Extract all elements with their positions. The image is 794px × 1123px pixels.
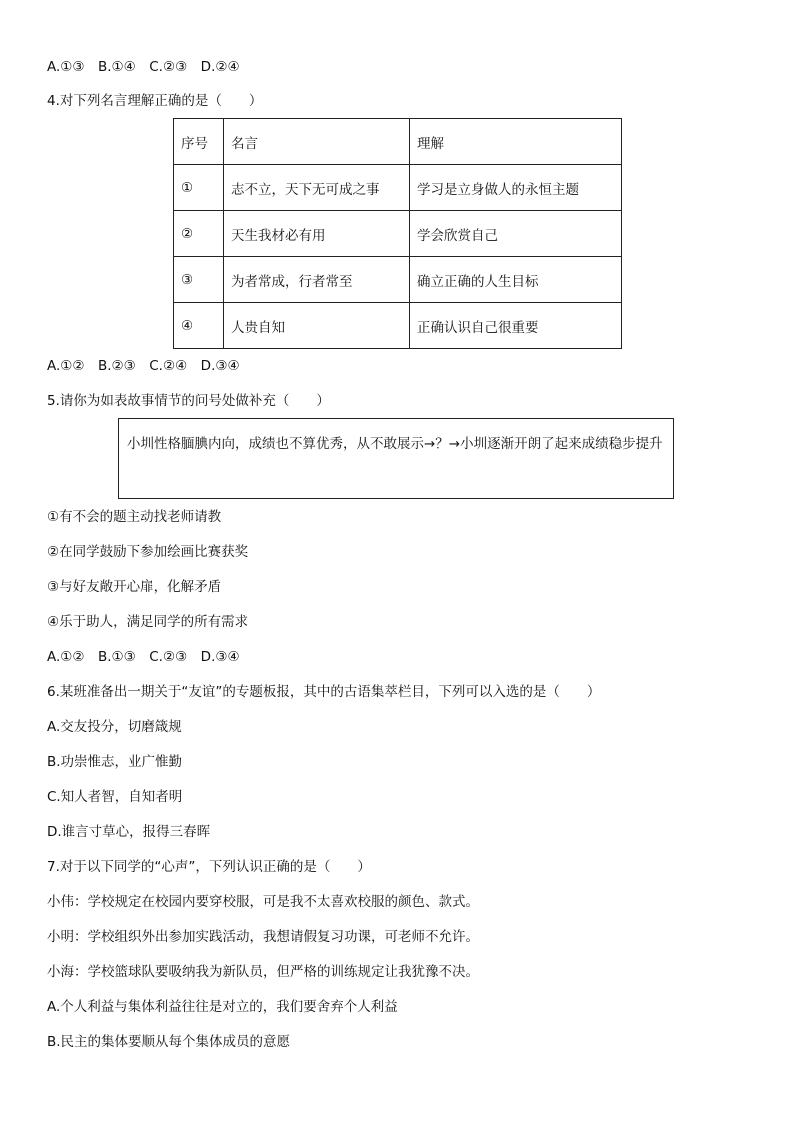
- q7-stem: 7.对于以下同学的“心声”，下列认识正确的是（ ）: [47, 859, 371, 875]
- table-cell: 学会欣赏自己: [410, 211, 622, 257]
- table-header-cell: 名言: [224, 119, 410, 165]
- table-cell: 确立正确的人生目标: [410, 257, 622, 303]
- q6-option: B.功崇惟志，业广惟勤: [47, 754, 183, 770]
- q6-stem: 6.某班准备出一期关于“友谊”的专题板报，其中的古语集萃栏目，下列可以入选的是（ ）: [47, 684, 601, 700]
- table-cell: ③: [174, 257, 224, 303]
- table-cell: 天生我材必有用: [224, 211, 410, 257]
- table-row: [174, 211, 622, 257]
- table-header-cell: 序号: [174, 119, 224, 165]
- q4-options: A.①② B.②③ C.②④ D.③④: [47, 358, 240, 374]
- table-cell: ②: [174, 211, 224, 257]
- q7-voice: 小伟：学校规定在校园内要穿校服，可是我不太喜欢校服的颜色、款式。: [47, 894, 479, 910]
- q6-option: A.交友投分，切磨箴规: [47, 719, 182, 735]
- q4-stem: 4.对下列名言理解正确的是（ ）: [47, 93, 263, 109]
- q6-option: C.知人者智，自知者明: [47, 789, 183, 805]
- q5-story-box: [118, 418, 674, 499]
- q7-option: A.个人利益与集体利益往往是对立的，我们要舍弃个人利益: [47, 999, 398, 1015]
- table-row: [174, 257, 622, 303]
- q5-options: A.①② B.①③ C.②③ D.③④: [47, 649, 240, 665]
- q5-stem: 5.请你为如表故事情节的问号处做补充（ ）: [47, 393, 330, 409]
- q5-story-text: 小圳性格腼腆内向，成绩也不算优秀，从不敢展示→？→小圳逐渐开朗了起来成绩稳步提升: [127, 436, 663, 452]
- table-row: [174, 303, 622, 349]
- q6-option: D.谁言寸草心，报得三春晖: [47, 824, 211, 840]
- q3-options: A.①③ B.①④ C.②③ D.②④: [47, 59, 240, 75]
- q7-voice: 小明：学校组织外出参加实践活动，我想请假复习功课，可老师不允许。: [47, 929, 479, 945]
- q5-item: ③与好友敞开心扉，化解矛盾: [47, 579, 222, 595]
- q7-option: B.民主的集体要顺从每个集体成员的意愿: [47, 1034, 291, 1050]
- table-header-cell: 理解: [410, 119, 622, 165]
- table-cell: ④: [174, 303, 224, 349]
- table-cell: 学习是立身做人的永恒主题: [410, 165, 622, 211]
- q5-item: ①有不会的题主动找老师请教: [47, 509, 222, 525]
- table-header-row: [174, 119, 622, 165]
- table-cell: 为者常成，行者常至: [224, 257, 410, 303]
- table-cell: ①: [174, 165, 224, 211]
- q5-item: ②在同学鼓励下参加绘画比赛获奖: [47, 544, 249, 560]
- table-row: [174, 165, 622, 211]
- table-cell: 正确认识自己很重要: [410, 303, 622, 349]
- table-cell: 人贵自知: [224, 303, 410, 349]
- q7-voice: 小海：学校篮球队要吸纳我为新队员，但严格的训练规定让我犹豫不决。: [47, 964, 479, 980]
- table-cell: 志不立，天下无可成之事: [224, 165, 410, 211]
- q4-table: [173, 118, 622, 349]
- q5-item: ④乐于助人，满足同学的所有需求: [47, 614, 249, 630]
